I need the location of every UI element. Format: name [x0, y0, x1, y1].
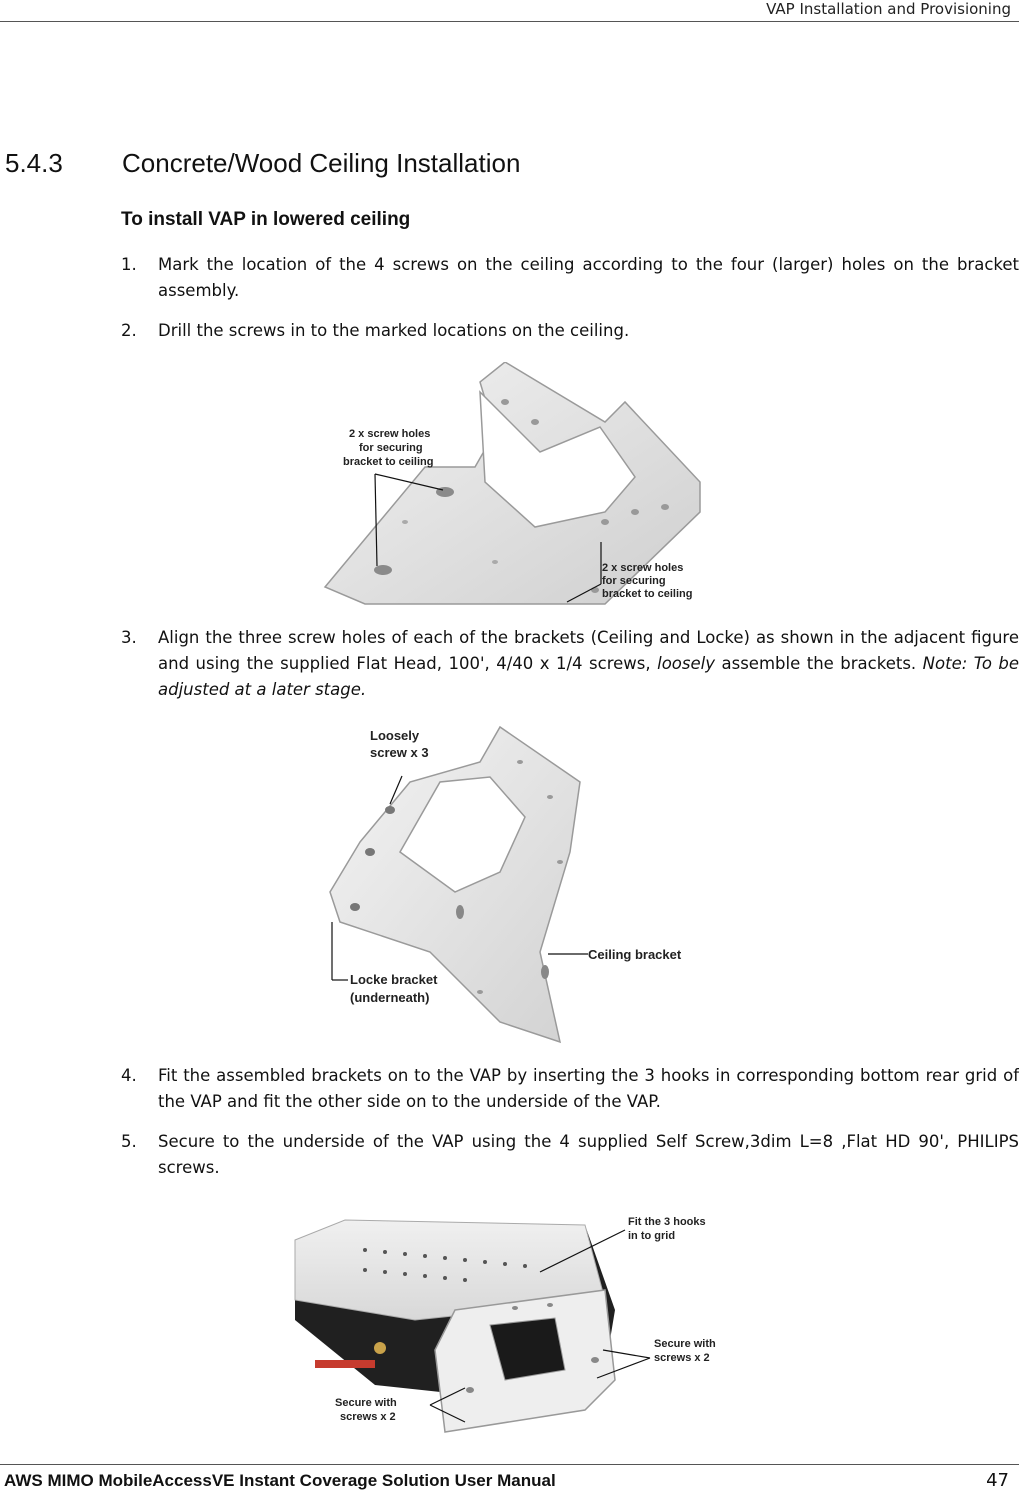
step-number: 1.: [121, 255, 137, 274]
callout-fit-hooks: Fit the 3 hooks: [628, 1216, 706, 1228]
step-text: Fit the assembled brackets on to the VAP by inserting the 3 hooks in corresponding bottom rear grid of the VAP and fit the other side on to the underside of the VAP.: [158, 1066, 1019, 1111]
step-text: Drill the screws in to the marked locations on the ceiling.: [158, 321, 630, 340]
page-number: 47: [986, 1470, 1009, 1491]
assembled-brackets-figure: [320, 722, 700, 1044]
footer-manual-title: AWS MIMO MobileAccessVE Instant Coverage Solution User Manual: [4, 1471, 556, 1490]
callout-in-to-grid: in to grid: [628, 1230, 676, 1242]
step-number: 2.: [121, 321, 137, 340]
callout-secure-right-2: screws x 2: [654, 1352, 710, 1364]
footer-divider: [0, 1464, 1019, 1465]
section-title: Concrete/Wood Ceiling Installation: [122, 148, 521, 178]
section-number: 5.4.3: [5, 148, 63, 178]
step-text: Secure to the underside of the VAP using the 4 supplied Self Screw,3dim L=8 ,Flat HD 90', PHILIPS screws.: [158, 1132, 1019, 1177]
callout-left-line1: 2 x screw holes: [349, 428, 431, 440]
callout-locke-bracket: Locke bracket: [350, 972, 438, 987]
callout-secure-left-1: Secure with: [335, 1397, 397, 1409]
callout-right-line1: 2 x screw holes: [602, 562, 684, 574]
step-emphasis: loosely: [657, 654, 715, 673]
step-note: Note: To be adjusted at a later stage.: [158, 654, 1019, 699]
step-text: [158, 625, 1019, 703]
callout-underneath: (underneath): [350, 990, 430, 1005]
procedure-title: To install VAP in lowered ceiling: [121, 209, 411, 230]
bracket-assembly-figure: [305, 362, 710, 610]
running-header: VAP Installation and Provisioning: [766, 0, 1011, 18]
callout-right-line2: for securing: [602, 575, 666, 587]
callout-right-line3: bracket to ceiling: [602, 588, 693, 600]
callout-secure-left-2: screws x 2: [340, 1411, 396, 1423]
section-heading: [5, 148, 520, 179]
step-2: [121, 318, 1019, 344]
callout-left-line2: for securing: [359, 442, 423, 454]
callout-secure-right-1: Secure with: [654, 1338, 716, 1350]
vap-mounted-figure: [285, 1210, 730, 1442]
step-4: [121, 1063, 1019, 1115]
step-1: [121, 252, 1019, 304]
header-divider: [0, 21, 1019, 22]
callout-ceiling-bracket: Ceiling bracket: [588, 947, 682, 962]
step-text-b: assemble the brackets.: [721, 654, 917, 673]
step-number: 4.: [121, 1066, 137, 1085]
step-number: 3.: [121, 628, 137, 647]
callout-loosely: Loosely: [370, 728, 420, 743]
step-number: 5.: [121, 1132, 137, 1151]
callout-screw-x3: screw x 3: [370, 745, 429, 760]
callout-left-line3: bracket to ceiling: [343, 456, 434, 468]
step-text-a: Align the three screw holes of each of the brackets (Ceiling and Locke) as shown in the adjacent figure and using the supplied Flat Head, 100', 4/40 x 1/4 screws,: [158, 628, 1019, 673]
step-3: [121, 625, 1019, 703]
step-text: Mark the location of the 4 screws on the ceiling according to the four (larger) holes on the bracket assembly.: [158, 255, 1019, 300]
step-5: [121, 1129, 1019, 1181]
